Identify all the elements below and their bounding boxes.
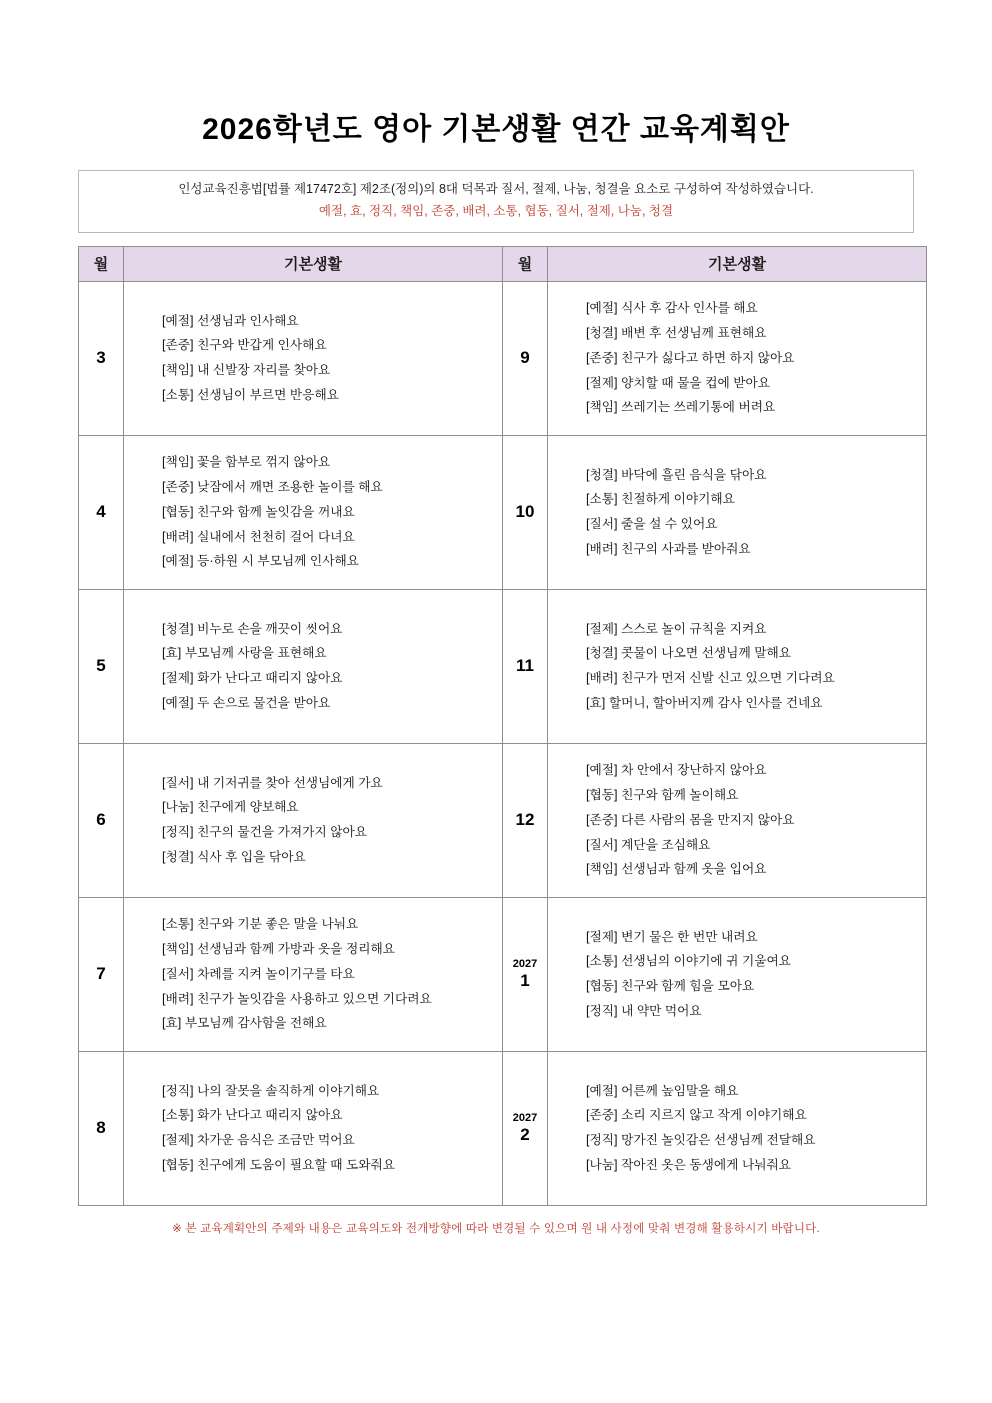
basic-life-item: [청결] 콧물이 나오면 선생님께 말해요 <box>586 646 791 661</box>
basic-life-item: [존중] 낮잠에서 깨면 조용한 놀이를 해요 <box>162 480 383 495</box>
basic-life-item: [책임] 내 신발장 자리를 찾아요 <box>162 363 331 378</box>
basic-life-item: [책임] 선생님과 함께 옷을 입어요 <box>586 862 767 877</box>
basic-life-item: [책임] 쓰레기는 쓰레기통에 버려요 <box>586 400 776 415</box>
month-number: 8 <box>96 1118 106 1138</box>
table-row <box>79 435 927 589</box>
basic-life-item: [질서] 차례를 지켜 놀이기구를 타요 <box>162 966 355 981</box>
basic-life-content-cell <box>124 589 503 743</box>
basic-life-item: [절제] 양치할 때 물을 컵에 받아요 <box>586 375 771 390</box>
basic-life-content-cell <box>124 281 503 435</box>
table-header <box>79 246 927 281</box>
table-row <box>79 1051 927 1205</box>
footer-note: ※ 본 교육계획안의 주제와 내용은 교육의도와 전개방향에 따라 변경될 수 있으며 원 내 사정에 맞춰 변경해 활용하시기 바랍니다. <box>172 1222 820 1235</box>
month-cell <box>503 589 548 743</box>
yearly-plan-table <box>78 246 927 1206</box>
header-content-left: 기본생활 <box>124 246 503 281</box>
basic-life-item: [예절] 차 안에서 장난하지 않아요 <box>586 763 767 778</box>
basic-life-item: [효] 할머니, 할아버지께 감사 인사를 건네요 <box>586 696 823 711</box>
basic-life-item: [정직] 내 약만 먹어요 <box>586 1004 702 1019</box>
notice-box <box>78 170 914 233</box>
basic-life-item: [절제] 변기 물은 한 번만 내려요 <box>586 929 758 944</box>
basic-life-item: [소통] 선생님의 이야기에 귀 기울여요 <box>586 954 791 969</box>
month-number: 4 <box>96 502 106 522</box>
basic-life-item: [배려] 실내에서 천천히 걸어 다녀요 <box>162 529 355 544</box>
basic-life-item: [정직] 망가진 놀잇감은 선생님께 전달해요 <box>586 1133 816 1148</box>
basic-life-item: [질서] 계단을 조심해요 <box>586 837 711 852</box>
month-number: 7 <box>96 964 106 984</box>
basic-life-item: [절제] 차가운 음식은 조금만 먹어요 <box>162 1133 355 1148</box>
basic-life-content-cell <box>548 743 927 897</box>
basic-life-content-cell <box>548 1051 927 1205</box>
basic-life-item: [배려] 친구가 놀잇감을 사용하고 있으면 기다려요 <box>162 991 432 1006</box>
basic-life-item: [예절] 선생님과 인사해요 <box>162 313 299 328</box>
basic-life-item: [협동] 친구에게 도움이 필요할 때 도와줘요 <box>162 1158 396 1173</box>
basic-life-item: [예절] 두 손으로 물건을 받아요 <box>162 696 331 711</box>
month-number: 5 <box>96 656 106 676</box>
basic-life-item: [소통] 화가 난다고 때리지 않아요 <box>162 1108 343 1123</box>
basic-life-content-cell <box>124 743 503 897</box>
basic-life-item: [나눔] 작아진 옷은 동생에게 나눠줘요 <box>586 1158 791 1173</box>
month-number: 1 <box>520 971 530 991</box>
basic-life-item: [소통] 선생님이 부르면 반응해요 <box>162 388 339 403</box>
basic-life-item: [효] 부모님께 사랑을 표현해요 <box>162 646 327 661</box>
basic-life-item: [협동] 친구와 함께 놀잇감을 꺼내요 <box>162 504 355 519</box>
basic-life-content-cell <box>548 281 927 435</box>
basic-life-item: [존중] 친구가 싫다고 하면 하지 않아요 <box>586 350 795 365</box>
month-cell <box>79 435 124 589</box>
notice-line-primary: 인성교육진흥법[법률 제17472호] 제2조(정의)의 8대 덕목과 질서, 절제, 나눔, 청결을 요소로 구성하여 작성하였습니다. <box>178 182 814 196</box>
month-cell <box>503 743 548 897</box>
basic-life-item: [효] 부모님께 감사함을 전해요 <box>162 1016 327 1031</box>
basic-life-content-cell <box>548 897 927 1051</box>
table-row <box>79 589 927 743</box>
month-number: 12 <box>515 810 535 830</box>
basic-life-content-cell <box>124 435 503 589</box>
table-body <box>79 281 927 1205</box>
basic-life-item: [소통] 친구와 기분 좋은 말을 나눠요 <box>162 917 359 932</box>
page-title: 2026학년도 영아 기본생활 연간 교육계획안 <box>202 113 790 146</box>
month-number: 10 <box>515 502 535 522</box>
basic-life-item: [절제] 스스로 놀이 규칙을 지켜요 <box>586 621 767 636</box>
basic-life-item: [나눔] 친구에게 양보해요 <box>162 800 299 815</box>
basic-life-item: [배려] 친구가 먼저 신발 신고 있으면 기다려요 <box>586 671 835 686</box>
month-cell <box>79 589 124 743</box>
basic-life-item: [청결] 바닥에 흘린 음식을 닦아요 <box>586 467 767 482</box>
basic-life-content-cell <box>548 589 927 743</box>
basic-life-item: [질서] 줄을 설 수 있어요 <box>586 517 718 532</box>
basic-life-item: [절제] 화가 난다고 때리지 않아요 <box>162 671 343 686</box>
month-number: 9 <box>520 348 530 368</box>
basic-life-item: [청결] 배변 후 선생님께 표현해요 <box>586 326 767 341</box>
month-cell <box>503 897 548 1051</box>
month-number: 2 <box>520 1125 530 1145</box>
month-number: 11 <box>516 656 534 676</box>
table-row <box>79 897 927 1051</box>
basic-life-item: [존중] 다른 사람의 몸을 만지지 않아요 <box>586 812 795 827</box>
month-year-label: 2027 <box>512 957 538 970</box>
month-cell <box>503 435 548 589</box>
basic-life-content-cell <box>124 897 503 1051</box>
basic-life-item: [책임] 선생님과 함께 가방과 옷을 정리해요 <box>162 942 396 957</box>
basic-life-item: [협동] 친구와 함께 힘을 모아요 <box>586 979 755 994</box>
basic-life-item: [예절] 식사 후 감사 인사를 해요 <box>586 301 758 316</box>
basic-life-item: [배려] 친구의 사과를 받아줘요 <box>586 542 751 557</box>
month-year-label: 2027 <box>512 1111 538 1124</box>
basic-life-content-cell <box>124 1051 503 1205</box>
month-cell <box>503 281 548 435</box>
table-row <box>79 281 927 435</box>
basic-life-item: [존중] 친구와 반갑게 인사해요 <box>162 338 327 353</box>
basic-life-item: [협동] 친구와 함께 놀이해요 <box>586 788 739 803</box>
basic-life-item: [존중] 소리 지르지 않고 작게 이야기해요 <box>586 1108 807 1123</box>
basic-life-content-cell <box>548 435 927 589</box>
table-row <box>79 743 927 897</box>
basic-life-item: [정직] 친구의 물건을 가져가지 않아요 <box>162 825 367 840</box>
month-number: 6 <box>96 810 106 830</box>
month-cell <box>79 1051 124 1205</box>
basic-life-item: [정직] 나의 잘못을 솔직하게 이야기해요 <box>162 1083 380 1098</box>
table-header-row <box>79 246 927 281</box>
header-content-right: 기본생활 <box>548 246 927 281</box>
month-cell <box>79 281 124 435</box>
basic-life-item: [질서] 내 기저귀를 찾아 선생님에게 가요 <box>162 775 383 790</box>
month-cell <box>79 897 124 1051</box>
basic-life-item: [책임] 꽃을 함부로 꺾지 않아요 <box>162 455 331 470</box>
basic-life-item: [예절] 어른께 높임말을 해요 <box>586 1083 739 1098</box>
notice-line-virtues: 예절, 효, 정직, 책임, 존중, 배려, 소통, 협동, 질서, 절제, 나눔, 청결 <box>318 204 674 219</box>
month-cell <box>79 743 124 897</box>
month-number: 3 <box>96 348 106 368</box>
basic-life-item: [청결] 식사 후 입을 닦아요 <box>162 850 306 865</box>
basic-life-item: [예절] 등·하원 시 부모님께 인사해요 <box>162 554 359 569</box>
basic-life-item: [소통] 친절하게 이야기해요 <box>586 492 735 507</box>
header-month-right: 월 <box>503 246 548 281</box>
header-month-left: 월 <box>79 246 124 281</box>
month-cell <box>503 1051 548 1205</box>
basic-life-item: [청결] 비누로 손을 깨끗이 씻어요 <box>162 621 343 636</box>
